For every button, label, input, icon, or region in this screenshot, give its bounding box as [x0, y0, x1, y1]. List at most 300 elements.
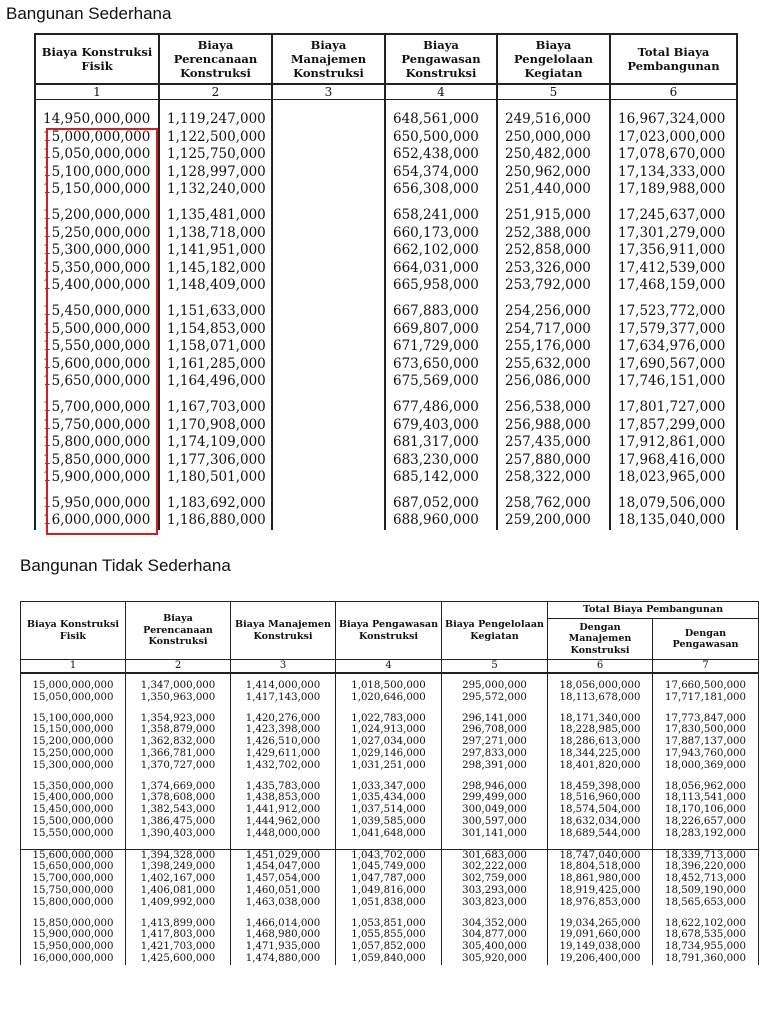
- table-cell: 1,378,608,000: [126, 792, 231, 804]
- table-cell: 1,466,014,000: [231, 918, 336, 930]
- spacer-cell: [653, 909, 759, 918]
- table-cell: 252,388,000: [497, 225, 610, 243]
- table-cell: 257,435,000: [497, 434, 610, 452]
- table-row: [21, 736, 759, 748]
- table-body: [21, 673, 759, 965]
- spacer-cell: [336, 840, 442, 850]
- spacer-cell: [336, 909, 442, 918]
- table-row: [21, 929, 759, 941]
- table-cell: 298,391,000: [442, 760, 548, 772]
- table-cell: 15,050,000,000: [21, 692, 126, 704]
- table-cell: 299,499,000: [442, 792, 548, 804]
- table-cell: 249,516,000: [497, 111, 610, 129]
- table-cell: [272, 434, 385, 452]
- table-cell: 18,622,102,000: [653, 918, 759, 930]
- table-row: [35, 242, 737, 260]
- table-cell: 15,200,000,000: [21, 736, 126, 748]
- spacer-cell: [272, 100, 385, 112]
- spacer-cell: [21, 840, 126, 850]
- table-cell: 1,448,000,000: [231, 828, 336, 840]
- table-cell: 1,423,398,000: [231, 724, 336, 736]
- table-row: [35, 111, 737, 129]
- table-cell: 1,454,047,000: [231, 861, 336, 873]
- table-cell: 15,650,000,000: [21, 861, 126, 873]
- spacer-cell: [610, 391, 737, 399]
- table-cell: 1,033,347,000: [336, 781, 442, 793]
- table-cell: 656,308,000: [385, 181, 497, 199]
- table-row: [35, 146, 737, 164]
- spacer-cell: [497, 295, 610, 303]
- table-cell: 1,463,038,000: [231, 897, 336, 909]
- table-cell: 18,113,678,000: [548, 692, 653, 704]
- table-cell: [272, 207, 385, 225]
- table-cell: 250,000,000: [497, 129, 610, 147]
- spacer-cell: [442, 673, 548, 680]
- table-cell: 18,000,369,000: [653, 760, 759, 772]
- table-cell: 662,102,000: [385, 242, 497, 260]
- spacer-cell: [610, 487, 737, 495]
- table-row: [35, 338, 737, 356]
- spacer-cell: [159, 100, 272, 112]
- table-cell: 1,390,403,000: [126, 828, 231, 840]
- table-cell: 18,678,535,000: [653, 929, 759, 941]
- spacer-cell: [442, 704, 548, 713]
- table-cell: 19,034,265,000: [548, 918, 653, 930]
- table-row: [35, 181, 737, 199]
- table-cell: 1,022,783,000: [336, 713, 442, 725]
- spacer-cell: [35, 100, 159, 112]
- table-cell: 16,000,000,000: [21, 953, 126, 965]
- table-cell: 258,322,000: [497, 469, 610, 487]
- table-cell: [272, 399, 385, 417]
- table-cell: 1,409,992,000: [126, 897, 231, 909]
- table-cell: 256,538,000: [497, 399, 610, 417]
- table-cell: 17,523,772,000: [610, 303, 737, 321]
- spacer-cell: [35, 295, 159, 303]
- table-row: [35, 321, 737, 339]
- table-row: [35, 277, 737, 295]
- table-cell: [272, 111, 385, 129]
- table-cell: 18,056,000,000: [548, 680, 653, 692]
- table-cell: 1,141,951,000: [159, 242, 272, 260]
- table-cell: 17,634,976,000: [610, 338, 737, 356]
- table-cell: 660,173,000: [385, 225, 497, 243]
- table-cell: 301,141,000: [442, 828, 548, 840]
- table-cell: 681,317,000: [385, 434, 497, 452]
- header-biaya-pengelolaan: Biaya Pengelolaan Kegiatan: [442, 602, 548, 660]
- table-cell: 1,358,879,000: [126, 724, 231, 736]
- table-cell: 687,052,000: [385, 495, 497, 513]
- table-cell: 683,230,000: [385, 452, 497, 470]
- table-row: [21, 941, 759, 953]
- table-cell: 1,055,855,000: [336, 929, 442, 941]
- table-cell: 297,271,000: [442, 736, 548, 748]
- table-cell: 17,773,847,000: [653, 713, 759, 725]
- table-cell: 665,958,000: [385, 277, 497, 295]
- table-cell: 18,919,425,000: [548, 885, 653, 897]
- table-cell: 256,086,000: [497, 373, 610, 391]
- spacer-row: [35, 100, 737, 112]
- table-cell: 17,023,000,000: [610, 129, 737, 147]
- table-bangunan-tidak-sederhana: [20, 601, 759, 965]
- column-number: 5: [442, 660, 548, 674]
- table-cell: 15,050,000,000: [35, 146, 159, 164]
- table-cell: 1,394,328,000: [126, 849, 231, 861]
- table-cell: 1,051,838,000: [336, 897, 442, 909]
- table-cell: 18,228,985,000: [548, 724, 653, 736]
- table-cell: 675,569,000: [385, 373, 497, 391]
- table-cell: 1,398,249,000: [126, 861, 231, 873]
- column-number: 2: [126, 660, 231, 674]
- table-cell: 15,150,000,000: [35, 181, 159, 199]
- table-cell: [272, 164, 385, 182]
- spacer-cell: [272, 487, 385, 495]
- table-row: [21, 781, 759, 793]
- table-cell: 18,344,225,000: [548, 748, 653, 760]
- spacer-cell: [336, 673, 442, 680]
- table-cell: 1,135,481,000: [159, 207, 272, 225]
- table-cell: 679,403,000: [385, 417, 497, 435]
- table-row: [35, 469, 737, 487]
- spacer-cell: [231, 772, 336, 781]
- table-cell: 1,347,000,000: [126, 680, 231, 692]
- table-cell: 301,683,000: [442, 849, 548, 861]
- table-cell: 18,632,034,000: [548, 816, 653, 828]
- spacer-cell: [497, 199, 610, 207]
- table-cell: 15,600,000,000: [35, 356, 159, 374]
- table-cell: 1,457,054,000: [231, 873, 336, 885]
- table-cell: 18,226,657,000: [653, 816, 759, 828]
- table-cell: 305,400,000: [442, 941, 548, 953]
- table-row: [35, 129, 737, 147]
- table-cell: 1,029,146,000: [336, 748, 442, 760]
- spacer-cell: [385, 295, 497, 303]
- table-cell: 1,047,787,000: [336, 873, 442, 885]
- table-cell: 17,830,500,000: [653, 724, 759, 736]
- table-cell: 1,045,749,000: [336, 861, 442, 873]
- spacer-cell: [385, 487, 497, 495]
- table-cell: 1,020,646,000: [336, 692, 442, 704]
- column-number: 3: [272, 84, 385, 100]
- spacer-cell: [126, 673, 231, 680]
- spacer-cell: [272, 295, 385, 303]
- table-row: [21, 713, 759, 725]
- table-cell: 17,857,299,000: [610, 417, 737, 435]
- table-cell: 1,444,962,000: [231, 816, 336, 828]
- spacer-cell: [126, 704, 231, 713]
- table-cell: 254,256,000: [497, 303, 610, 321]
- table-cell: 17,717,181,000: [653, 692, 759, 704]
- column-number: 1: [35, 84, 159, 100]
- spacer-cell: [21, 704, 126, 713]
- table-row: [35, 356, 737, 374]
- table-cell: 295,000,000: [442, 680, 548, 692]
- table-cell: 256,988,000: [497, 417, 610, 435]
- spacer-cell: [35, 199, 159, 207]
- spacer-cell: [497, 391, 610, 399]
- table-cell: 18,861,980,000: [548, 873, 653, 885]
- table-cell: 18,396,220,000: [653, 861, 759, 873]
- table-cell: 1,417,143,000: [231, 692, 336, 704]
- subheader-dengan-pengawasan: Dengan Pengawasan: [653, 619, 759, 660]
- table-row: [35, 303, 737, 321]
- table-cell: 16,967,324,000: [610, 111, 737, 129]
- table-cell: 1,426,510,000: [231, 736, 336, 748]
- spacer-cell: [21, 673, 126, 680]
- table-cell: 1,414,000,000: [231, 680, 336, 692]
- table-cell: 1,374,669,000: [126, 781, 231, 793]
- column-number: 6: [548, 660, 653, 674]
- table-cell: 305,920,000: [442, 953, 548, 965]
- table-cell: 255,632,000: [497, 356, 610, 374]
- table-cell: 15,800,000,000: [35, 434, 159, 452]
- table-cell: 15,500,000,000: [35, 321, 159, 339]
- table-cell: 1,037,514,000: [336, 804, 442, 816]
- table-cell: 1,417,803,000: [126, 929, 231, 941]
- table-cell: 15,000,000,000: [21, 680, 126, 692]
- table-cell: [272, 225, 385, 243]
- subheader-dengan-manajemen: Dengan Manajemen Konstruksi: [548, 619, 653, 660]
- table-cell: 15,100,000,000: [21, 713, 126, 725]
- table-cell: 18,339,713,000: [653, 849, 759, 861]
- table-cell: 652,438,000: [385, 146, 497, 164]
- header-biaya-perencanaan: Biaya Perencanaan Konstruksi: [159, 34, 272, 84]
- header-biaya-konstruksi-fisik: Biaya Konstruksi Fisik: [35, 34, 159, 84]
- table-cell: 18,565,653,000: [653, 897, 759, 909]
- header-biaya-konstruksi-fisik: Biaya Konstruksi Fisik: [21, 602, 126, 660]
- header-total-biaya: Total Biaya Pembangunan: [610, 34, 737, 84]
- table-cell: 296,708,000: [442, 724, 548, 736]
- table-row: [21, 885, 759, 897]
- spacer-cell: [497, 100, 610, 112]
- table-cell: 15,150,000,000: [21, 724, 126, 736]
- table-cell: 15,600,000,000: [21, 849, 126, 861]
- table-cell: 1,435,783,000: [231, 781, 336, 793]
- table-cell: 1,138,718,000: [159, 225, 272, 243]
- spacer-cell: [159, 391, 272, 399]
- table-cell: 302,759,000: [442, 873, 548, 885]
- table-cell: 1,158,071,000: [159, 338, 272, 356]
- table-cell: 18,286,613,000: [548, 736, 653, 748]
- table-cell: 15,350,000,000: [21, 781, 126, 793]
- table-cell: 18,791,360,000: [653, 953, 759, 965]
- table-cell: 15,450,000,000: [35, 303, 159, 321]
- table-cell: 1,468,980,000: [231, 929, 336, 941]
- table-cell: 18,574,504,000: [548, 804, 653, 816]
- spacer-cell: [610, 295, 737, 303]
- table-cell: 667,883,000: [385, 303, 497, 321]
- spacer-cell: [442, 909, 548, 918]
- table-row: [35, 207, 737, 225]
- table-cell: 15,450,000,000: [21, 804, 126, 816]
- table-cell: 17,134,333,000: [610, 164, 737, 182]
- table-row: [35, 512, 737, 530]
- column-number: 7: [653, 660, 759, 674]
- table-cell: 671,729,000: [385, 338, 497, 356]
- table-cell: 18,079,506,000: [610, 495, 737, 513]
- table-cell: 15,950,000,000: [21, 941, 126, 953]
- table-cell: 18,689,544,000: [548, 828, 653, 840]
- table-cell: 1,370,727,000: [126, 760, 231, 772]
- spacer-cell: [231, 909, 336, 918]
- table-cell: 685,142,000: [385, 469, 497, 487]
- table-row: [35, 164, 737, 182]
- spacer-row: [21, 840, 759, 850]
- table-cell: 17,301,279,000: [610, 225, 737, 243]
- table-cell: 1,041,648,000: [336, 828, 442, 840]
- table-cell: 259,200,000: [497, 512, 610, 530]
- spacer-cell: [35, 487, 159, 495]
- table-body: [35, 100, 737, 531]
- table-cell: 18,170,106,000: [653, 804, 759, 816]
- table-cell: 1,406,081,000: [126, 885, 231, 897]
- table-cell: 14,950,000,000: [35, 111, 159, 129]
- table-row: [35, 495, 737, 513]
- table-cell: 15,250,000,000: [21, 748, 126, 760]
- table-row: [35, 434, 737, 452]
- table-cell: 298,946,000: [442, 781, 548, 793]
- header-biaya-pengelolaan: Biaya Pengelolaan Kegiatan: [497, 34, 610, 84]
- spacer-cell: [653, 772, 759, 781]
- table-cell: 17,189,988,000: [610, 181, 737, 199]
- table-row: [21, 692, 759, 704]
- table-cell: 15,400,000,000: [35, 277, 159, 295]
- table-cell: [272, 512, 385, 530]
- table-cell: 1,154,853,000: [159, 321, 272, 339]
- table-row: [21, 804, 759, 816]
- table-cell: 1,460,051,000: [231, 885, 336, 897]
- column-number: 6: [610, 84, 737, 100]
- table-cell: 15,800,000,000: [21, 897, 126, 909]
- spacer-cell: [442, 772, 548, 781]
- spacer-cell: [548, 704, 653, 713]
- table-row: [21, 680, 759, 692]
- table-cell: 1,145,182,000: [159, 260, 272, 278]
- table-cell: 18,459,398,000: [548, 781, 653, 793]
- table-row: [21, 828, 759, 840]
- table-cell: 15,950,000,000: [35, 495, 159, 513]
- table-cell: 250,482,000: [497, 146, 610, 164]
- spacer-row: [21, 673, 759, 680]
- table-row: [35, 373, 737, 391]
- table-cell: 19,206,400,000: [548, 953, 653, 965]
- table-cell: 15,900,000,000: [35, 469, 159, 487]
- table-cell: [272, 373, 385, 391]
- table-cell: 15,100,000,000: [35, 164, 159, 182]
- table-row: [21, 792, 759, 804]
- table-cell: 1,474,880,000: [231, 953, 336, 965]
- table-cell: 658,241,000: [385, 207, 497, 225]
- table-cell: 17,412,539,000: [610, 260, 737, 278]
- spacer-cell: [126, 909, 231, 918]
- header-biaya-pengawasan: Biaya Pengawasan Konstruksi: [336, 602, 442, 660]
- table-cell: [272, 242, 385, 260]
- table-cell: 15,750,000,000: [21, 885, 126, 897]
- table-cell: 1,429,611,000: [231, 748, 336, 760]
- table-cell: 654,374,000: [385, 164, 497, 182]
- table-cell: 1,132,240,000: [159, 181, 272, 199]
- table-cell: 1,148,409,000: [159, 277, 272, 295]
- table-cell: 17,690,567,000: [610, 356, 737, 374]
- spacer-cell: [159, 295, 272, 303]
- table-cell: 17,579,377,000: [610, 321, 737, 339]
- column-number: 3: [231, 660, 336, 674]
- table-cell: 19,149,038,000: [548, 941, 653, 953]
- table-cell: 1,057,852,000: [336, 941, 442, 953]
- table-cell: 1,174,109,000: [159, 434, 272, 452]
- table-cell: 15,700,000,000: [21, 873, 126, 885]
- table-cell: 18,171,340,000: [548, 713, 653, 725]
- table-cell: 1,441,912,000: [231, 804, 336, 816]
- table-cell: 15,550,000,000: [35, 338, 159, 356]
- table-row: [35, 225, 737, 243]
- header-biaya-perencanaan: Biaya Perencanaan Konstruksi: [126, 602, 231, 660]
- spacer-cell: [548, 840, 653, 850]
- table-cell: 1,421,703,000: [126, 941, 231, 953]
- table-cell: [272, 452, 385, 470]
- table-row: [21, 953, 759, 965]
- table-row: [21, 760, 759, 772]
- table-cell: 15,000,000,000: [35, 129, 159, 147]
- section-title-bangunan-sederhana: Bangunan Sederhana: [6, 4, 172, 23]
- table-cell: 15,850,000,000: [35, 452, 159, 470]
- table-cell: 1,027,034,000: [336, 736, 442, 748]
- table-cell: 1,119,247,000: [159, 111, 272, 129]
- spacer-cell: [610, 100, 737, 112]
- table-cell: 254,717,000: [497, 321, 610, 339]
- table-cell: 1,420,276,000: [231, 713, 336, 725]
- table-cell: 1,024,913,000: [336, 724, 442, 736]
- table-cell: 15,300,000,000: [35, 242, 159, 260]
- table-cell: 1,039,585,000: [336, 816, 442, 828]
- table-cell: 664,031,000: [385, 260, 497, 278]
- table-cell: 258,762,000: [497, 495, 610, 513]
- column-number: 4: [336, 660, 442, 674]
- header-biaya-manajemen: Biaya Manajemen Konstruksi: [272, 34, 385, 84]
- table-cell: 303,293,000: [442, 885, 548, 897]
- table-cell: 15,200,000,000: [35, 207, 159, 225]
- table-row: [21, 861, 759, 873]
- table-cell: 18,401,820,000: [548, 760, 653, 772]
- spacer-row: [35, 295, 737, 303]
- table-cell: 1,043,702,000: [336, 849, 442, 861]
- table-cell: 18,452,713,000: [653, 873, 759, 885]
- spacer-cell: [159, 487, 272, 495]
- table-cell: 1,386,475,000: [126, 816, 231, 828]
- table-cell: 15,850,000,000: [21, 918, 126, 930]
- spacer-row: [21, 909, 759, 918]
- table-cell: 255,176,000: [497, 338, 610, 356]
- table-cell: [272, 469, 385, 487]
- table-cell: 257,880,000: [497, 452, 610, 470]
- table-cell: 17,887,137,000: [653, 736, 759, 748]
- table-cell: [272, 356, 385, 374]
- table-cell: 17,801,727,000: [610, 399, 737, 417]
- spacer-row: [21, 772, 759, 781]
- table-cell: 1,186,880,000: [159, 512, 272, 530]
- table-cell: 1,451,029,000: [231, 849, 336, 861]
- table-cell: 1,059,840,000: [336, 953, 442, 965]
- table-cell: 296,141,000: [442, 713, 548, 725]
- spacer-cell: [126, 772, 231, 781]
- table-cell: 1,471,935,000: [231, 941, 336, 953]
- table-row: [35, 417, 737, 435]
- table-cell: 1,362,832,000: [126, 736, 231, 748]
- spacer-cell: [442, 840, 548, 850]
- column-number: 2: [159, 84, 272, 100]
- table-cell: 16,000,000,000: [35, 512, 159, 530]
- header-biaya-pengawasan: Biaya Pengawasan Konstruksi: [385, 34, 497, 84]
